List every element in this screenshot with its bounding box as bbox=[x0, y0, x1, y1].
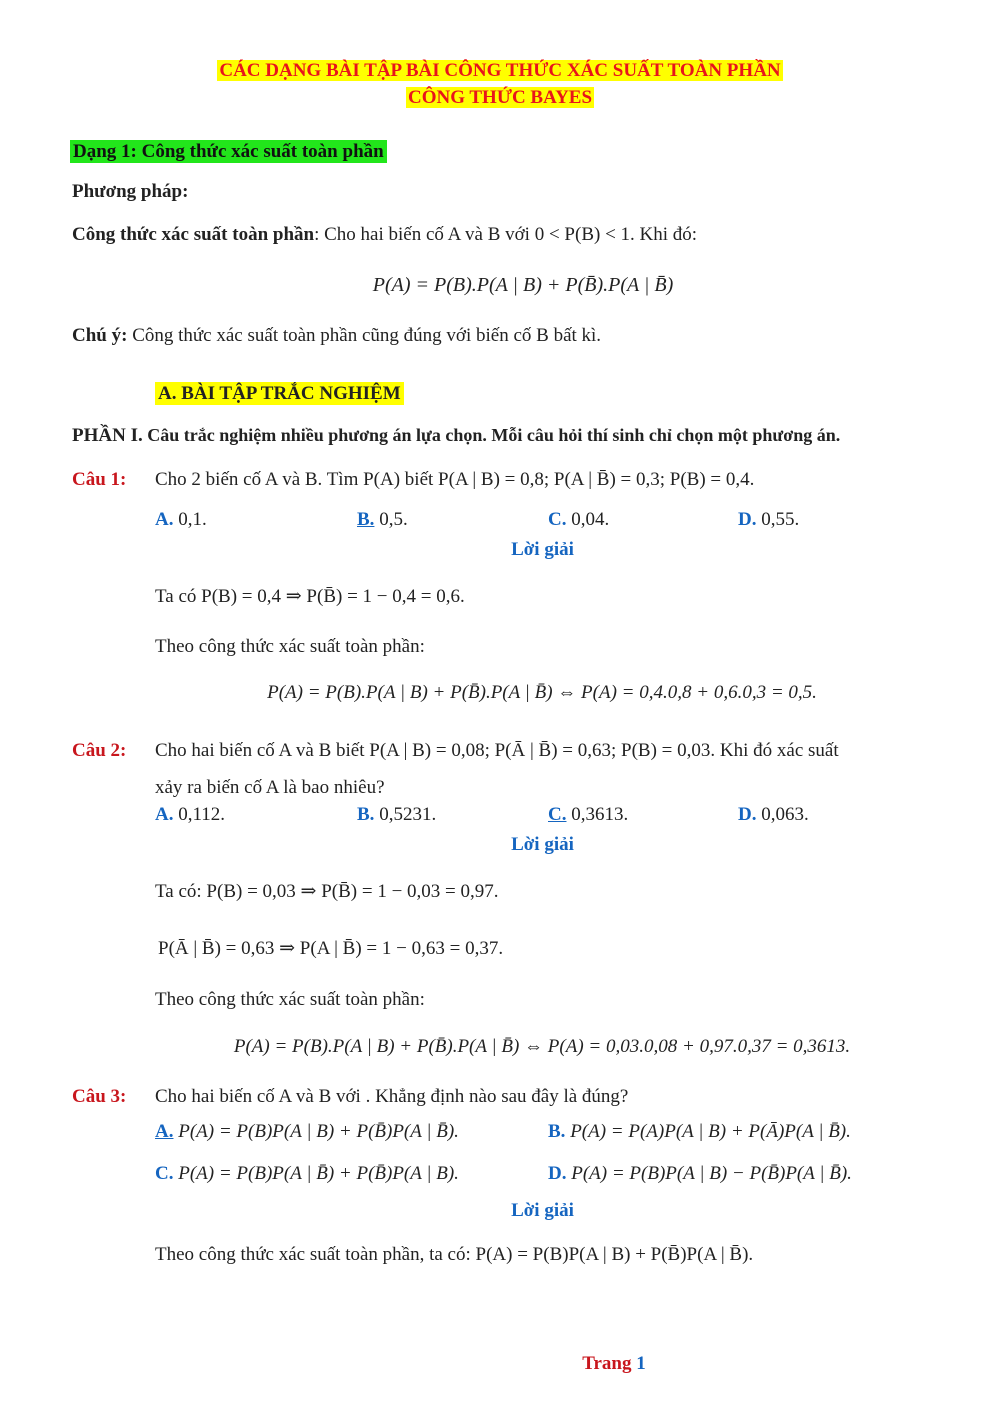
part1-text: Câu trắc nghiệm nhiều phương án lựa chọn. Mỗi câu hỏi thí sinh chỉ chọn một phương án. bbox=[142, 425, 841, 445]
q3-solution-step1: Theo công thức xác suất toàn phần, ta có: P(A) = P(B)P(A | B) + P(B̄)P(A | B̄). bbox=[155, 1244, 754, 1265]
q2-solution-label: Lời giải bbox=[511, 834, 574, 855]
q2-solution-step3: Theo công thức xác suất toàn phần: bbox=[155, 989, 425, 1010]
q1-solution-step2: Theo công thức xác suất toàn phần: bbox=[155, 636, 425, 657]
formula-intro: : Cho hai biến cố A và B với 0 < P(B) < 1. Khi đó: bbox=[314, 224, 698, 245]
total-probability-formula: P(A) = P(B).P(A | B) + P(B̄).P(A | B̄) bbox=[372, 274, 674, 296]
q1-option-c: C. 0,04. bbox=[548, 509, 610, 530]
correct-answer-marker: A. bbox=[155, 1121, 174, 1142]
q3-option-d: D. P(A) = P(B)P(A | B) − P(B̄)P(A | B̄). bbox=[548, 1163, 852, 1184]
q3-option-c: C. P(A) = P(B)P(A | B̄) + P(B̄)P(A | B). bbox=[155, 1163, 459, 1184]
formula-label: Công thức xác suất toàn phần bbox=[72, 224, 315, 245]
q1-solution-step3: P(A) = P(B).P(A | B) + P(B̄).P(A | B̄) ⇔ P(A) = 0,4.0,8 + 0,6.0,3 = 0,5. bbox=[267, 682, 817, 703]
correct-answer-marker: B. bbox=[357, 509, 375, 530]
part1-instruction bbox=[72, 425, 840, 447]
page-number: 1 bbox=[636, 1353, 646, 1374]
correct-answer-marker: C. bbox=[548, 804, 567, 825]
q3-option-b: B. P(A) = P(A)P(A | B) + P(Ā)P(A | B̄). bbox=[548, 1121, 851, 1142]
method-label: Phương pháp: bbox=[72, 181, 189, 202]
part1-label: PHẦN I. bbox=[72, 425, 143, 446]
q2-option-a: A. 0,112. bbox=[155, 804, 226, 825]
q2-solution-step2: P(Ā | B̄) = 0,63 ⇒ P(A | B̄) = 1 − 0,63 = 0,37. bbox=[158, 938, 504, 959]
q3-solution-label: Lời giải bbox=[511, 1200, 574, 1221]
note-text: Công thức xác suất toàn phần cũng đúng với biến cố B bất kì. bbox=[127, 325, 602, 346]
q1-text: Cho 2 biến cố A và B. Tìm P(A) biết P(A | B) = 0,8; P(A | B̄) = 0,3; P(B) = 0,4. bbox=[155, 469, 755, 490]
document-title-line1: CÁC DẠNG BÀI TẬP BÀI CÔNG THỨC XÁC SUẤT TOÀN PHẦN bbox=[219, 60, 781, 81]
q2-text-cont: xảy ra biến cố A là bao nhiêu? bbox=[155, 777, 385, 798]
q2-solution-step1: Ta có: P(B) = 0,03 ⇒ P(B̄) = 1 − 0,03 = 0,97. bbox=[155, 881, 499, 902]
q2-solution-step4: P(A) = P(B).P(A | B) + P(B̄).P(A | B̄) ⇔ P(A) = 0,03.0,08 + 0,97.0,37 = 0,3613. bbox=[233, 1036, 851, 1057]
q1-solution-label: Lời giải bbox=[511, 539, 574, 560]
q2-option-d: D. 0,063. bbox=[738, 804, 809, 825]
q1-label: Câu 1: bbox=[72, 469, 127, 490]
q3-label: Câu 3: bbox=[72, 1086, 127, 1107]
q1-solution-step1: Ta có P(B) = 0,4 ⇒ P(B̄) = 1 − 0,4 = 0,6. bbox=[155, 586, 465, 607]
document-title-line2: CÔNG THỨC BAYES bbox=[407, 87, 593, 108]
q1-option-d: D. 0,55. bbox=[738, 509, 800, 530]
q2-option-b: B. 0,5231. bbox=[357, 804, 437, 825]
dang1-heading: Dạng 1: Công thức xác suất toàn phần bbox=[70, 141, 387, 163]
q2-option-c: C. 0,3613. bbox=[548, 804, 629, 825]
page-footer bbox=[0, 1353, 1000, 1375]
page-label: Trang bbox=[582, 1353, 632, 1374]
q1-option-a: A. 0,1. bbox=[155, 509, 207, 530]
note bbox=[72, 325, 601, 347]
section-a-heading: A. BÀI TẬP TRẮC NGHIỆM bbox=[155, 383, 404, 405]
note-label: Chú ý: bbox=[72, 325, 128, 346]
q3-text: Cho hai biến cố A và B với . Khẳng định nào sau đây là đúng? bbox=[155, 1086, 629, 1107]
formula-statement bbox=[72, 224, 697, 246]
q1-option-b: B. 0,5. bbox=[357, 509, 408, 530]
q2-text: Cho hai biến cố A và B biết P(A | B) = 0,08; P(Ā | B̄) = 0,63; P(B) = 0,03. Khi đó xác suất bbox=[155, 740, 839, 761]
q3-option-a: A. P(A) = P(B)P(A | B) + P(B̄)P(A | B̄). bbox=[155, 1121, 459, 1142]
q2-label: Câu 2: bbox=[72, 740, 127, 761]
